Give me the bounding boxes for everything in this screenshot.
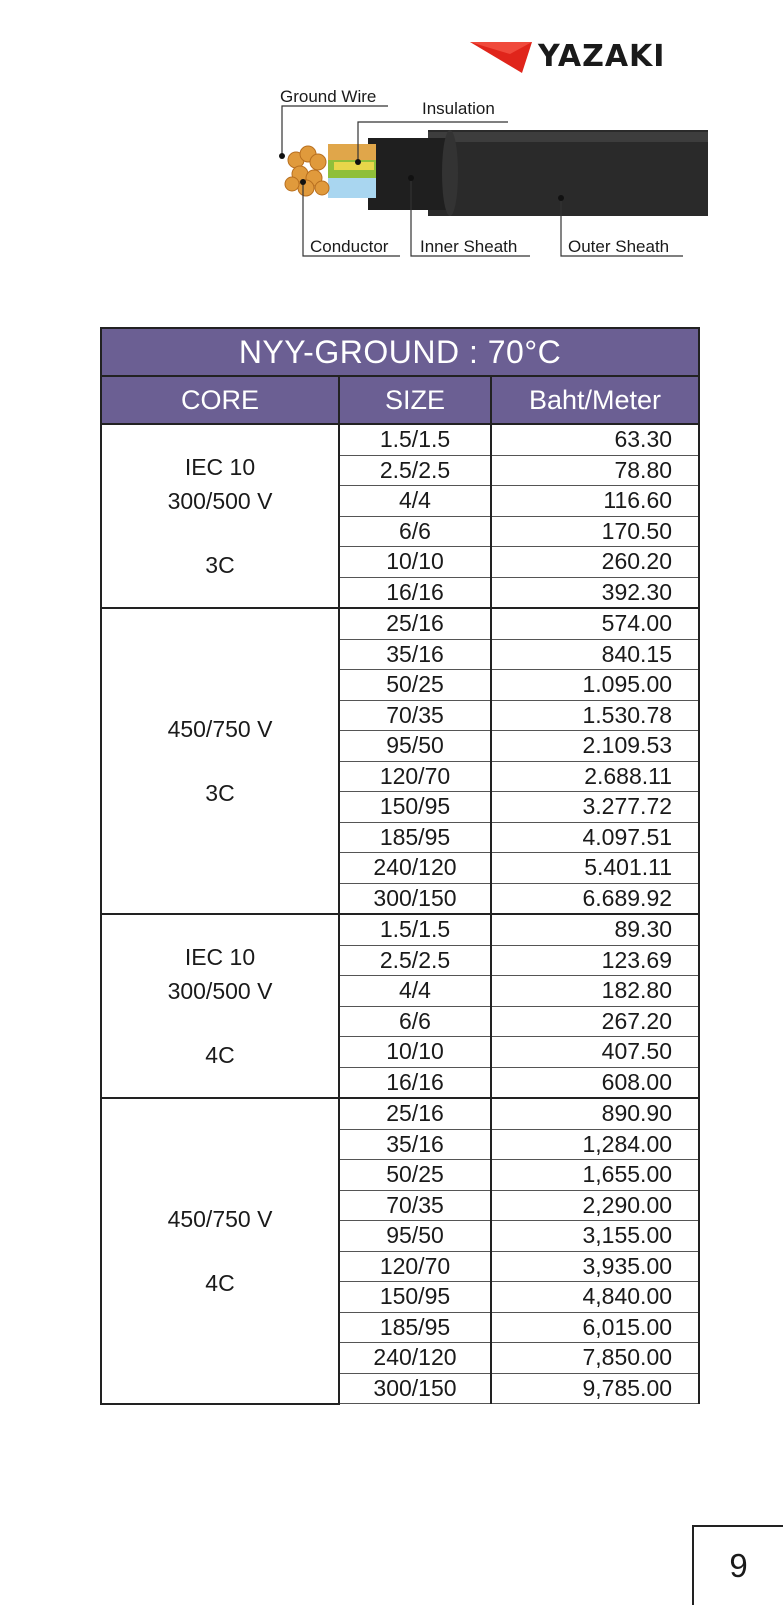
price-cell: 1.095.00	[491, 670, 699, 701]
size-cell: 6/6	[339, 516, 491, 547]
size-cell: 35/16	[339, 639, 491, 670]
size-cell: 240/120	[339, 853, 491, 884]
table-title: NYY-GROUND : 70°C	[101, 328, 699, 376]
price-cell: 6,015.00	[491, 1312, 699, 1343]
price-cell: 3,935.00	[491, 1251, 699, 1282]
yazaki-chevron-icon	[470, 40, 532, 74]
size-cell: 25/16	[339, 1098, 491, 1129]
size-cell: 300/150	[339, 883, 491, 914]
price-cell: 89.30	[491, 914, 699, 945]
price-cell: 9,785.00	[491, 1373, 699, 1404]
size-cell: 185/95	[339, 1312, 491, 1343]
size-cell: 10/10	[339, 1037, 491, 1068]
column-header-size: SIZE	[339, 376, 491, 424]
size-cell: 16/16	[339, 577, 491, 608]
size-cell: 150/95	[339, 792, 491, 823]
table-row	[101, 424, 699, 455]
table-row	[101, 914, 699, 945]
size-cell: 16/16	[339, 1067, 491, 1098]
price-cell: 407.50	[491, 1037, 699, 1068]
price-cell: 890.90	[491, 1098, 699, 1129]
core-count-label: 4C	[205, 1269, 235, 1296]
size-cell: 1.5/1.5	[339, 424, 491, 455]
price-cell: 123.69	[491, 945, 699, 976]
size-cell: 95/50	[339, 731, 491, 762]
price-cell: 1,655.00	[491, 1160, 699, 1191]
price-cell: 116.60	[491, 486, 699, 517]
price-cell: 2.688.11	[491, 761, 699, 792]
core-cell	[101, 1098, 339, 1404]
size-cell: 150/95	[339, 1282, 491, 1313]
brand-name: YAZAKI	[538, 39, 666, 74]
core-voltage-label: IEC 10	[184, 454, 256, 480]
price-cell: 7,850.00	[491, 1343, 699, 1374]
insulation-label: Insulation	[422, 99, 495, 118]
core-cell	[101, 608, 339, 914]
price-cell: 170.50	[491, 516, 699, 547]
table-row	[101, 608, 699, 639]
price-cell: 392.30	[491, 577, 699, 608]
size-cell: 120/70	[339, 761, 491, 792]
core-count-label: 4C	[205, 1042, 235, 1068]
size-cell: 50/25	[339, 1160, 491, 1191]
core-count-label: 3C	[205, 552, 235, 578]
core-voltage-label: 450/750 V	[167, 1205, 273, 1232]
core-voltage-label: IEC 10	[184, 944, 256, 970]
outer-sheath-label: Outer Sheath	[568, 237, 670, 256]
table-body	[101, 424, 699, 1404]
size-cell: 70/35	[339, 1190, 491, 1221]
core-cell	[101, 914, 339, 1098]
cable-diagram	[278, 82, 708, 272]
size-cell: 25/16	[339, 608, 491, 639]
column-header-price: Baht/Meter	[491, 376, 699, 424]
page-number-box	[692, 1525, 783, 1605]
price-cell: 63.30	[491, 424, 699, 455]
price-cell: 5.401.11	[491, 853, 699, 884]
core-voltage-label: 300/500 V	[167, 978, 273, 1004]
price-cell: 260.20	[491, 547, 699, 578]
size-cell: 70/35	[339, 700, 491, 731]
price-cell: 1.530.78	[491, 700, 699, 731]
core-voltage-label: 450/750 V	[167, 716, 273, 742]
size-cell: 300/150	[339, 1373, 491, 1404]
size-cell: 95/50	[339, 1221, 491, 1252]
core-cell	[101, 424, 339, 608]
ground-wire-label: Ground Wire	[280, 87, 377, 106]
price-cell: 840.15	[491, 639, 699, 670]
size-cell: 4/4	[339, 486, 491, 517]
yazaki-logo	[470, 38, 702, 78]
size-cell: 50/25	[339, 670, 491, 701]
core-voltage-label: 300/500 V	[167, 488, 273, 514]
price-cell: 2.109.53	[491, 731, 699, 762]
size-cell: 6/6	[339, 1006, 491, 1037]
size-cell: 185/95	[339, 822, 491, 853]
inner-sheath-label: Inner Sheath	[420, 237, 518, 256]
price-table	[100, 327, 700, 1405]
size-cell: 10/10	[339, 547, 491, 578]
column-header-core: CORE	[101, 376, 339, 424]
table-row	[101, 1098, 699, 1129]
price-cell: 4,840.00	[491, 1282, 699, 1313]
core-count-label: 3C	[205, 780, 235, 806]
size-cell: 1.5/1.5	[339, 914, 491, 945]
price-cell: 1,284.00	[491, 1129, 699, 1160]
size-cell: 2.5/2.5	[339, 455, 491, 486]
conductor-label: Conductor	[310, 237, 389, 256]
size-cell: 4/4	[339, 976, 491, 1007]
price-cell: 267.20	[491, 1006, 699, 1037]
price-cell: 2,290.00	[491, 1190, 699, 1221]
price-cell: 78.80	[491, 455, 699, 486]
price-cell: 4.097.51	[491, 822, 699, 853]
page-number: 9	[729, 1547, 748, 1584]
size-cell: 35/16	[339, 1129, 491, 1160]
price-cell: 574.00	[491, 608, 699, 639]
price-cell: 182.80	[491, 976, 699, 1007]
price-cell: 608.00	[491, 1067, 699, 1098]
price-cell: 3,155.00	[491, 1221, 699, 1252]
size-cell: 2.5/2.5	[339, 945, 491, 976]
price-cell: 3.277.72	[491, 792, 699, 823]
price-cell: 6.689.92	[491, 883, 699, 914]
size-cell: 120/70	[339, 1251, 491, 1282]
size-cell: 240/120	[339, 1343, 491, 1374]
